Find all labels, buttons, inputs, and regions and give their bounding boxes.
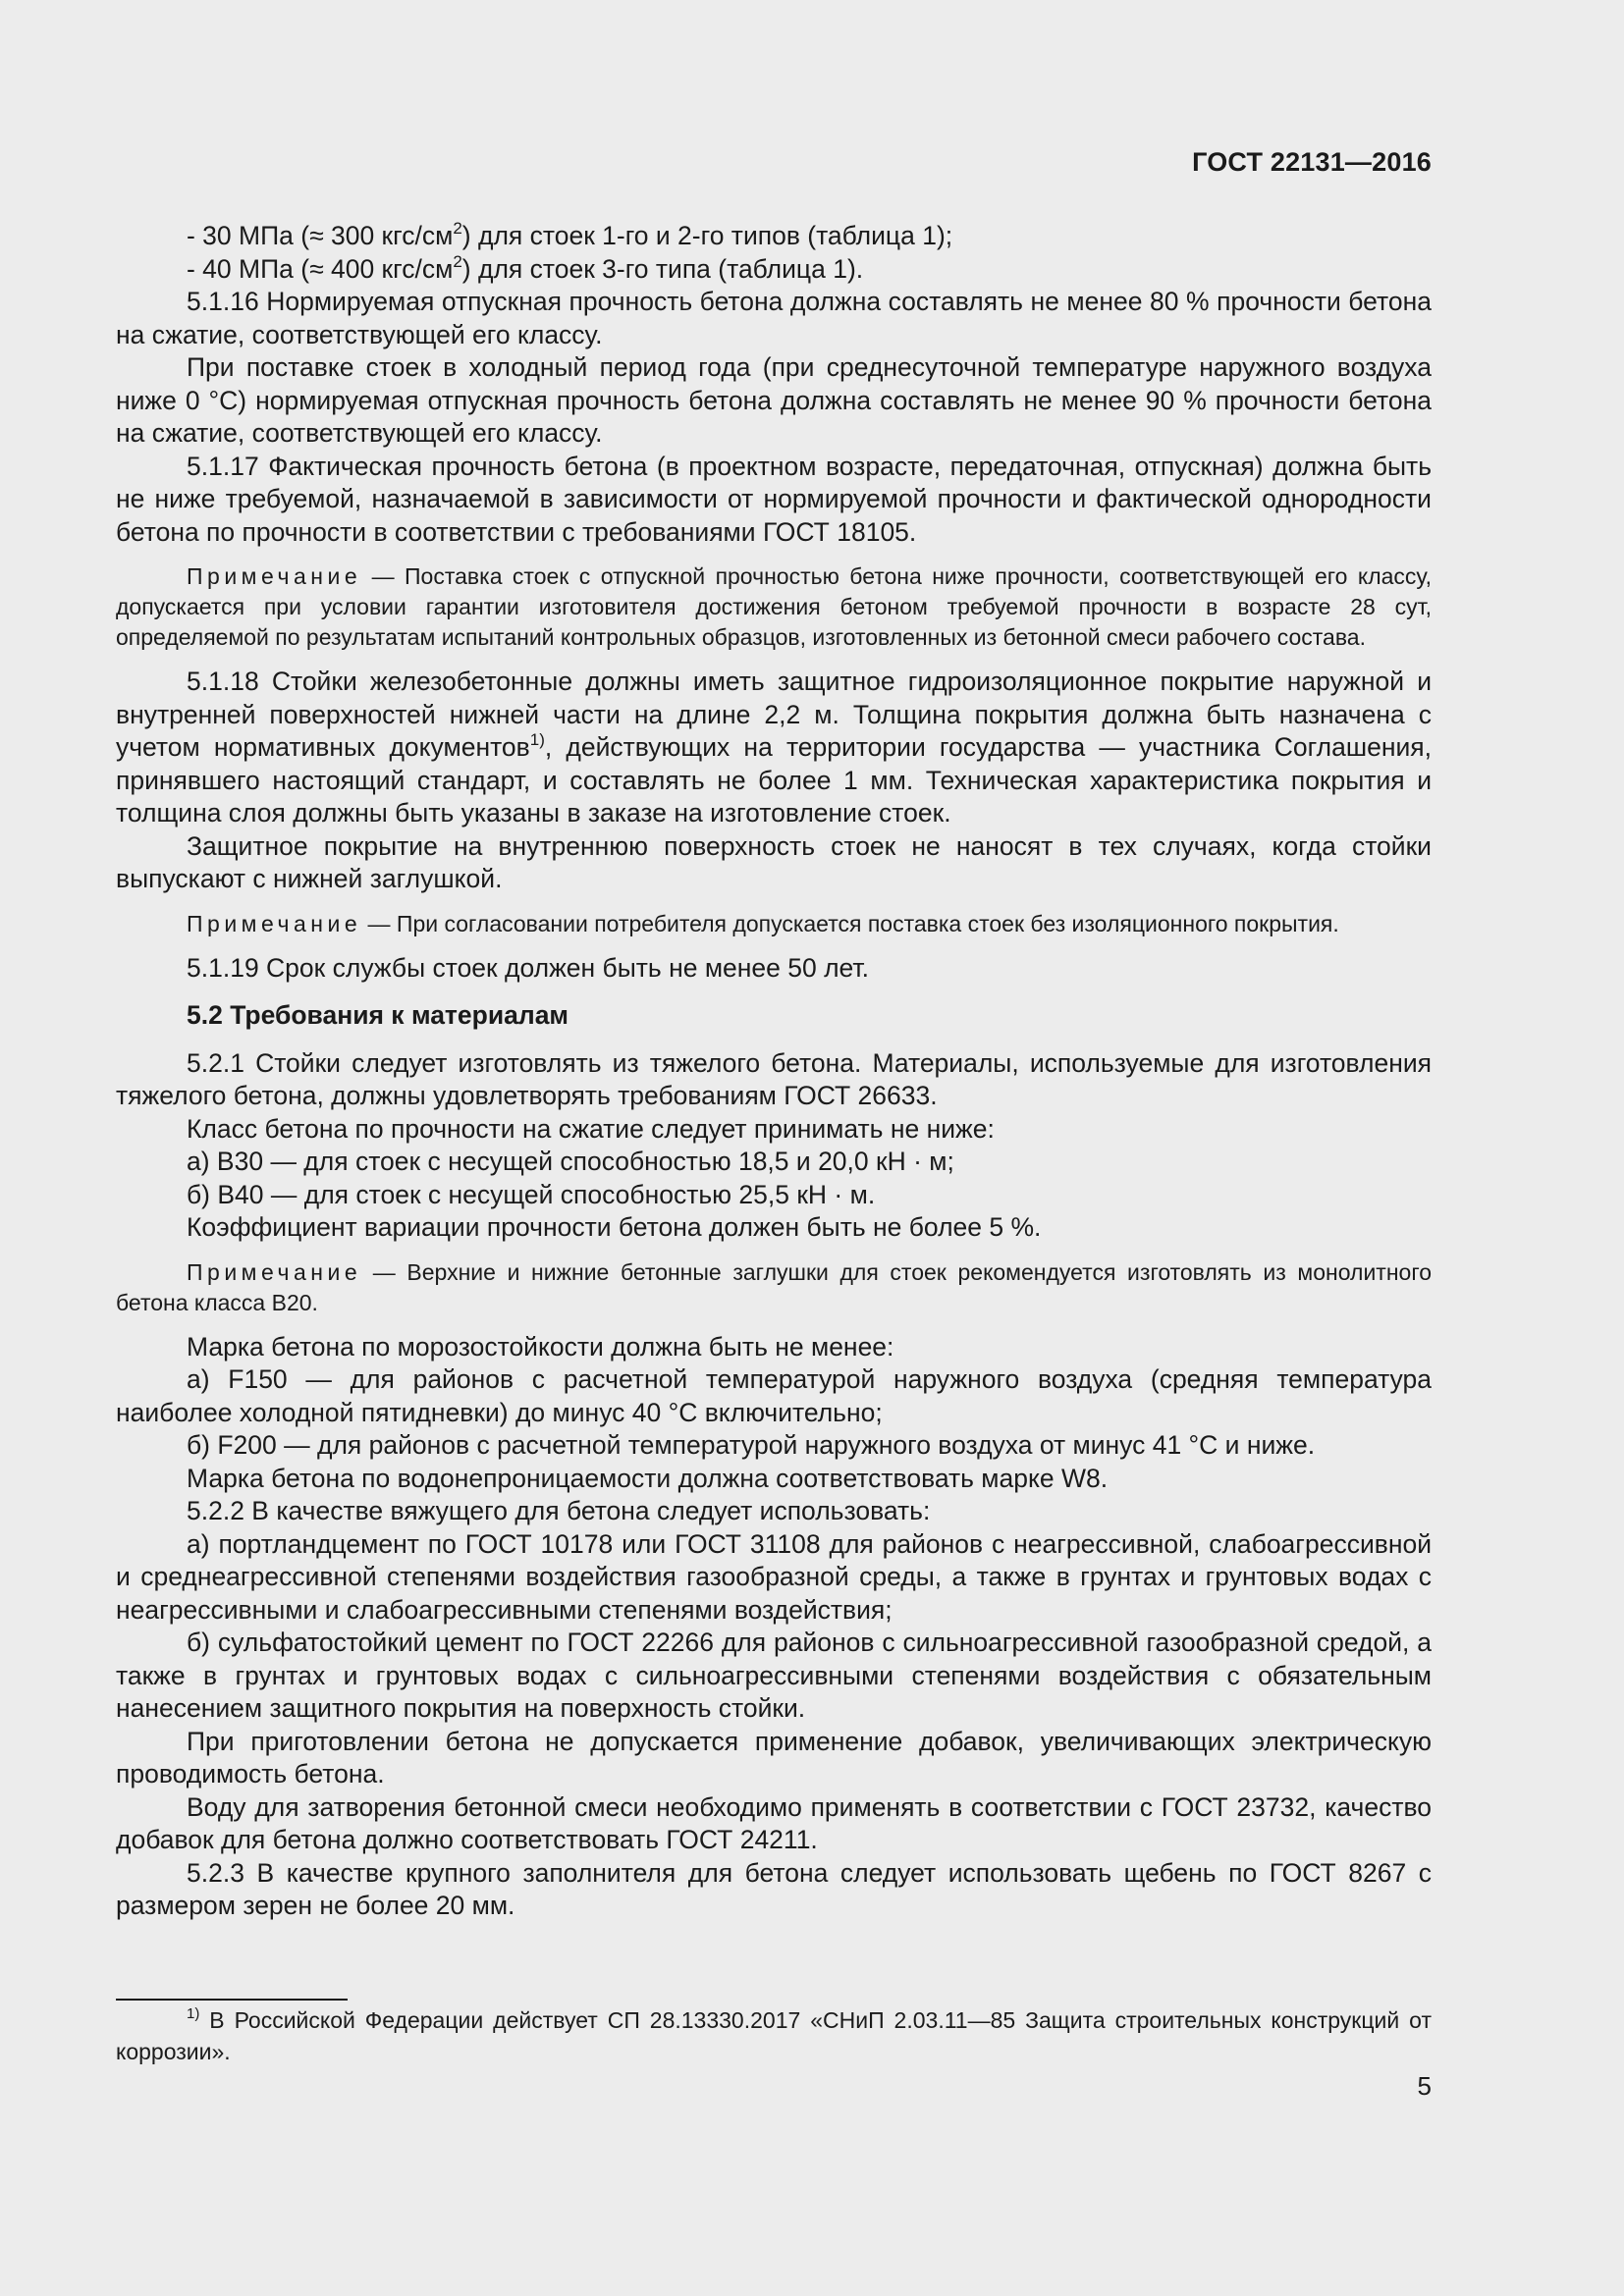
paragraph: Воду для затворения бетонной смеси необходимо применять в соответствии с ГОСТ 23732, качество добавок для бетона должно соответствовать ГОСТ 24211. [116,1791,1432,1854]
paragraph-5-1-17: 5.1.17 Фактическая прочность бетона (в проектном возрасте, передаточная, отпускная) должна быть не ниже требуемой, назначаемой в зависимости от нормируемой прочности и фактической однородности бетона по прочности в соответствии с требованиями ГОСТ 18105. [116,451,1432,547]
paragraph: При приготовлении бетона не допускается применение добавок, увеличивающих электрическую проводимость бетона. [116,1726,1432,1789]
paragraph-5-2-1: 5.2.1 Стойки следует изготовлять из тяжелого бетона. Материалы, используемые для изготовления тяжелого бетона, должны удовлетворять требованиям ГОСТ 26633. [116,1047,1432,1110]
footnote-separator [116,1999,348,2001]
paragraph: При поставке стоек в холодный период года (при среднесуточной температуре наружного воздуха ниже 0 °С) нормируемая отпускная прочность бетона должна составлять не менее 90 % прочности бетона на сжатие, соответствующей его классу. [116,352,1432,448]
paragraph: Марка бетона по водонепроницаемости должна соответствовать марке W8. [187,1463,1109,1493]
paragraph: - 30 МПа (≈ 300 кгс/$см^2$) для стоек 1-го и 2-го типов (таблица 1); [187,219,953,250]
list-item: а) портландцемент по ГОСТ 10178 или ГОСТ 31108 для районов с неагрессивной, слабоагрессивной и среднеагрессивной степенями воздействия газообразной среды, а также в грунтах и грунтовых водах с неагрессивными и слабоагрессивными степенями воздействия; [116,1528,1432,1625]
paragraph-5-1-16: 5.1.16 Нормируемая отпускная прочность бетона должна составлять не менее 80 % прочности бетона на сжатие, соответствующей его классу. [116,287,1432,349]
paragraph-5-1-18: 5.1.18 Стойки железобетонные должны иметь защитное гидроизоляционное покрытие наружной и внутренней поверхностей нижней части на длине 2,2 м. Толщина покрытия должна быть назначена с учетом нормативных документов$^{1)}$, действующих на территории государства — участника Соглашения, принявшего настоящий стандарт, и составлять не более 1 мм. Техническая характеристика покрытия и толщина слоя должны быть указаны в заказе на изготовление стоек. [116,667,1433,828]
paragraph-5-2-2: 5.2.2 В качестве вяжущего для бетона следует использовать: [187,1496,931,1525]
list-item: а) F150 — для районов с расчетной температурой наружного воздуха (средняя температура наиболее холодной пятидневки) до минус 40 °С включительно; [116,1364,1432,1427]
paragraph: Марка бетона по морозостойкости должна быть не менее: [187,1331,894,1362]
list-item: б) сульфатостойкий цемент по ГОСТ 22266 для районов с сильноагрессивной газообразной средой, а также в грунтах и грунтовых водах с сильноагрессивными степенями воздействия с обязательным нанесением защитного покрытия на поверхность стойки. [116,1628,1432,1723]
page-number: 5 [1417,2071,1432,2101]
note: Примечание — При согласовании потребителя допускается поставка стоек без изоляционного покрытия. [187,910,1339,936]
paragraph: - 40 МПа (≈ 400 кгс/$см^2$) для стоек 3-го типа (таблица 1). [187,251,864,284]
paragraph-5-2-3: 5.2.3 В качестве крупного заполнителя для бетона следует использовать щебень по ГОСТ 8267 с размером зерен не более 20 мм. [116,1857,1432,1920]
list-item: б) В40 — для стоек с несущей способностью 25,5 кН · м. [187,1179,876,1209]
paragraph-5-1-19: 5.1.19 Срок службы стоек должен быть не менее 50 лет. [187,952,869,983]
paragraph: Коэффициент вариации прочности бетона должен быть не более 5 %. [187,1212,1042,1242]
footnote-marker: 1) [187,2005,200,2022]
list-item: б) F200 — для районов с расчетной температурой наружного воздуха от минус 41 °С и ниже. [187,1430,1316,1460]
note: Примечание — Поставка стоек с отпускной прочностью бетона ниже прочности, соответствующей его классу, допускается при условии гарантии изготовителя достижения бетоном требуемой прочности в возрасте 28 сут, определяемой по результатам испытаний контрольных образцов, изготовленных из бетонной смеси рабочего состава. [116,563,1432,650]
paragraph: Класс бетона по прочности на сжатие следует принимать не ниже: [187,1113,995,1144]
list-item: а) В30 — для стоек с несущей способностью 18,5 и 20,0 кН · м; [187,1147,954,1176]
footnote: $^{1)}$ В Российской Федерации действует СП 28.13330.2017 «СНиП 2.03.11—85 Защита строительных конструкций от коррозии». [116,2005,1432,2064]
paragraph: Защитное покрытие на внутреннюю поверхность стоек не наносят в тех случаях, когда стойки выпускают с нижней заглушкой. [116,830,1432,893]
footnote-reference: 1) [529,730,545,749]
note: Примечание — Верхние и нижние бетонные заглушки для стоек рекомендуется изготовлять из монолитного бетона класса В20. [116,1258,1432,1315]
document-body [116,220,1432,1923]
document-header: ГОСТ 22131—2016 [1192,147,1432,177]
section-heading-5-2: 5.2 Требования к материалам [187,1000,569,1030]
